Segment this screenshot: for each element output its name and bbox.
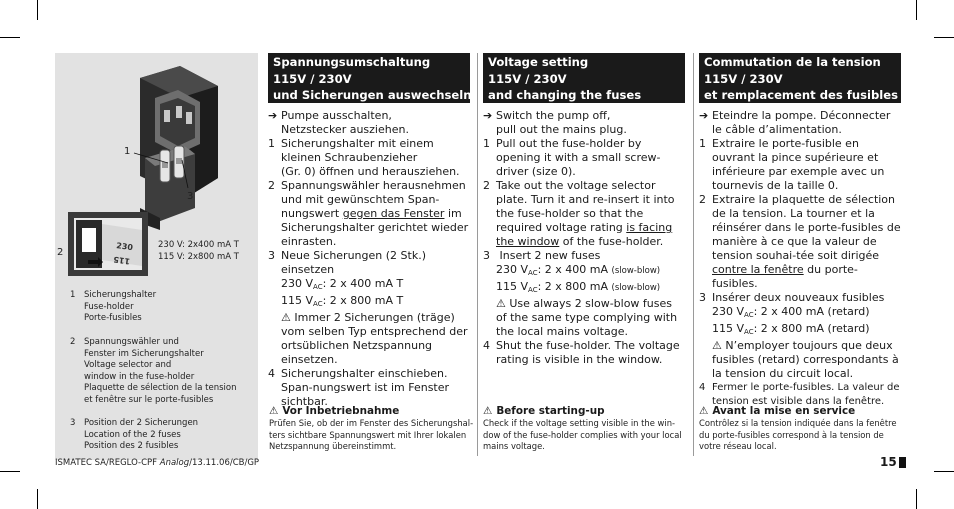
crop-mark [0,471,20,472]
list-item: 1 Sicherungshalter mit einem kleinen Schraubenzieher (Gr. 0) öffnen und herausziehen. [268,137,460,178]
callout-1: 1 [124,146,131,157]
selector-text-115: 115 [112,254,131,266]
column-title: Spannungsumschaltung 115V / 230V und Sicherungen auswechseln [268,53,470,103]
column-german [268,53,470,409]
callout-3: 3 [187,191,194,202]
instructions [699,103,901,409]
warning-section-german: ⚠ Vor Inbetriebnahme Prüfen Sie, ob der im Fenster des Sicherungshal- ters sichtbare Spannungswert mit Ihrer lokalen Netzspannung übereinstimmt. [269,405,474,452]
warning-icon: ⚠ [712,339,722,352]
list-item: 2 Extraire la plaquette de sélection de la tension. La tourner et la réinsérer dans le porte-fusibles de manière à ce que la valeur de tension souhai-tée soit dirigée contre la fenêtre du porte-fusibles. [699,193,901,290]
crop-mark [934,471,954,472]
list-item: ➔ Switch the pump off, pull out the mains plug. [483,109,627,136]
crop-mark [934,37,954,38]
warning-icon: ⚠ [281,311,291,324]
page-marker [899,457,906,468]
power-inlet-illustration [100,58,230,233]
list-item: 3 Insert 2 new fuses 230 $V_{AC}$: 2 x 400 mA (slow-blow) 115 $V_{AC}$: 2 x 800 mA (slow-blow) ⚠ Use always 2 slow-blow fuses of the same type complying with the local mains voltage. [483,249,678,338]
crop-mark [37,489,38,509]
list-item: 1 Extraire le porte-fusible en ouvrant la pince supérieure et inférieure par exemple avec un tournevis de la taille 0. [699,137,885,192]
list-item: 2 Spannungswähler herausnehmen und mit gewünschtem Span-nungswert gegen das Fenster im Sicherungshalter gerichtet wieder einrasten. [268,179,469,248]
list-item: ➔ Pumpe ausschalten, Netzstecker ausziehen. [268,109,409,136]
list-item: 3 Neue Sicherungen (2 Stk.) einsetzen 230 $V_{AC}$: 2 x 400 mA T 115 $V_{AC}$: 2 x 800 mA T ⚠ Immer 2 Sicherungen (träge) vom selben Typ entsprechend der ortsüblichen Netzspannung einsetzen. [268,249,468,366]
column-divider [477,53,478,456]
arrow-icon: ➔ [699,109,709,122]
warning-section-english: ⚠ Before starting-up Check if the voltage setting visible in the win- dow of the fuse-holder complies with your local mains voltage. [483,405,682,452]
list-item: 4 Shut the fuse-holder. The voltage rating is visible in the window. [483,339,680,366]
warning-icon: ⚠ [699,405,709,417]
warning-icon: ⚠ [496,297,506,310]
voltage-selector-illustration [66,210,156,280]
column-title: Voltage setting 115V / 230V and changing the fuses [483,53,685,103]
selector-text-230: 230 [115,241,134,253]
column-english [483,53,685,367]
warning-icon: ⚠ [483,405,493,417]
arrow-icon: ➔ [483,109,493,122]
list-item: ➔ Eteindre la pompe. Déconnecter le câble d’alimentation. [699,109,891,136]
list-item: 3 Insérer deux nouveaux fusibles 230 $V_{AC}$: 2 x 400 mA (retard) 115 $V_{AC}$: 2 x 800 mA (retard) ⚠ N’employer toujours que deux fusibles (retard) correspondants à la tension du circuit local. [699,291,899,380]
crop-mark [37,0,38,20]
column-title: Commutation de la tension 115V / 230V et remplacement des fusibles [699,53,901,103]
list-item: 1 Pull out the fuse-holder by opening it with a small screw-driver (size 0). [483,137,661,178]
crop-mark [916,489,917,509]
fuse-ratings: 230 V: 2x400 mA T 115 V: 2x800 mA T [158,240,239,262]
list-item: 2 Take out the voltage selector plate. Turn it and re-insert it into the fuse-holder so that the required voltage rating is facing the window of the fuse-holder. [483,179,675,248]
page-number: 15 [880,455,906,469]
arrow-icon: ➔ [268,109,278,122]
instructions [268,103,470,409]
column-divider [693,53,694,456]
crop-mark [0,37,20,38]
list-item: 4 Sicherungshalter einschieben. Span-nungswert ist im Fenster sichtbar. [268,367,450,408]
warning-section-french: ⚠ Avant la mise en service Contrôlez si la tension indiquée dans la fenêtre du porte-fusibles correspond à la tension de votre réseau local. [699,405,897,452]
footer-reference: ISMATEC SA/REGLO-CPF Analog/13.11.06/CB/GP [55,458,260,468]
instructions [483,103,685,367]
column-french [699,53,901,409]
warning-icon: ⚠ [269,405,279,417]
list-item: 4 Fermer le porte-fusibles. La valeur de tension est visible dans la fenêtre. [699,382,900,407]
callout-2: 2 [57,247,64,258]
crop-mark [916,0,917,20]
